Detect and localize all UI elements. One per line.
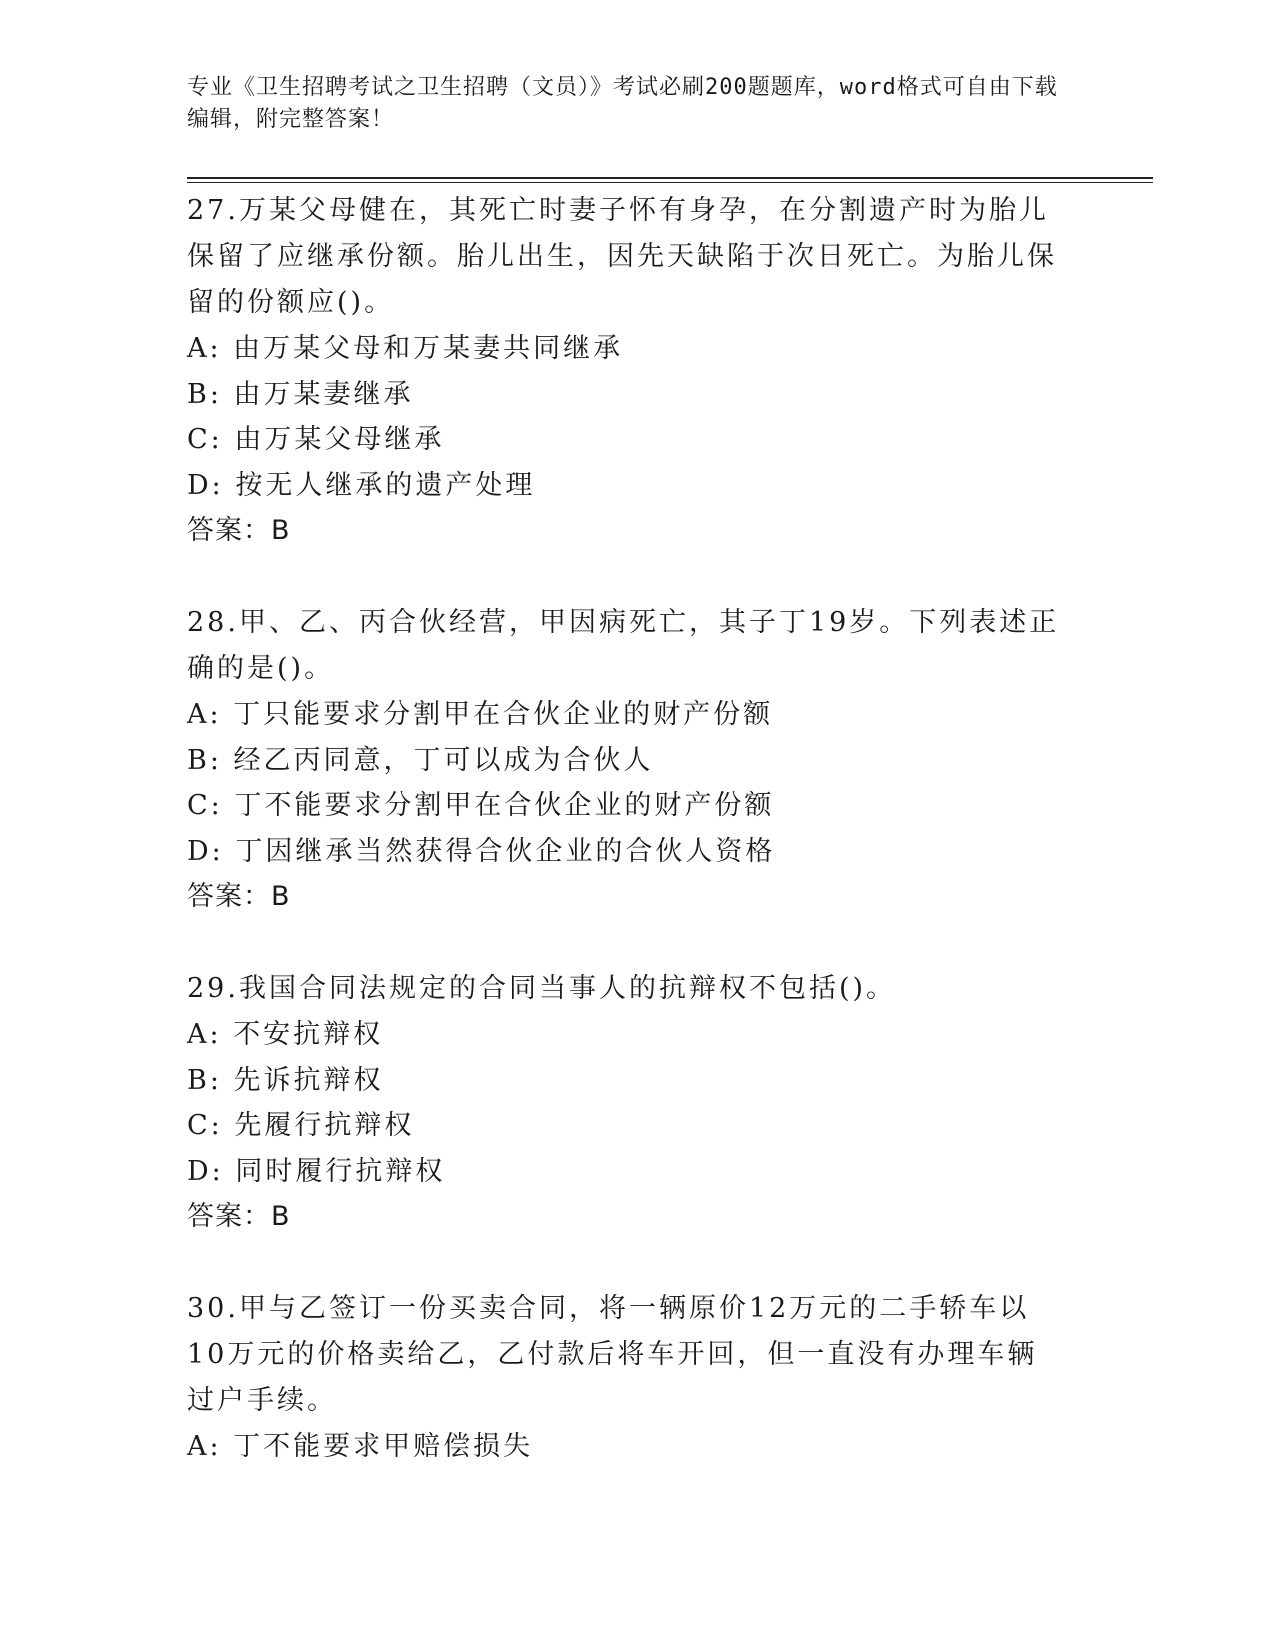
question-spacer (187, 554, 1087, 600)
option-c: C: 先履行抗辩权 (187, 1110, 415, 1141)
option-d: D: 丁因继承当然获得合伙企业的合伙人资格 (187, 835, 776, 867)
option-a: A: 由万某父母和万某妻共同继承 (187, 333, 624, 364)
question-spacer (187, 1240, 1087, 1286)
option-b: B: 先诉抗辩权 (187, 1064, 384, 1096)
header-divider-bottom (187, 182, 1153, 183)
option-a: A: 丁不能要求甲赔偿损失 (187, 1431, 534, 1462)
document-header: 专业《卫生招聘考试之卫生招聘（文员）》考试必刷200题题库，word格式可自由下载编辑，附完整答案！ (187, 75, 1058, 132)
answer-line: 答案：B (187, 881, 291, 912)
question-list (187, 188, 1087, 1470)
answer-line: 答案：B (187, 1201, 291, 1232)
question-stem: 29.我国合同法规定的合同当事人的抗辩权不包括()。 (187, 973, 897, 1004)
option-b: B: 经乙丙同意，丁可以成为合伙人 (187, 744, 654, 776)
header-divider-top (187, 177, 1153, 179)
question-stem: 28.甲、乙、丙合伙经营，甲因病死亡，其子丁19岁。下列表述正确的是()。 (187, 607, 1060, 684)
option-a: A: 不安抗辩权 (187, 1019, 384, 1050)
option-d: D: 同时履行抗辩权 (187, 1155, 446, 1187)
question-stem: 30.甲与乙签订一份买卖合同，将一辆原价12万元的二手轿车以10万元的价格卖给乙，乙付款后将车开回，但一直没有办理车辆过户手续。 (187, 1293, 1038, 1416)
answer-line: 答案：B (187, 515, 291, 546)
option-d: D: 按无人继承的遗产处理 (187, 469, 536, 501)
question-27 (187, 188, 1087, 554)
question-29 (187, 966, 1087, 1240)
option-b: B: 由万某妻继承 (187, 378, 414, 410)
option-c: C: 由万某父母继承 (187, 424, 445, 455)
question-28 (187, 600, 1087, 920)
option-c: C: 丁不能要求分割甲在合伙企业的财产份额 (187, 790, 775, 821)
option-a: A: 丁只能要求分割甲在合伙企业的财产份额 (187, 699, 774, 730)
question-30 (187, 1286, 1087, 1470)
question-spacer (187, 920, 1087, 966)
question-stem: 27.万某父母健在，其死亡时妻子怀有身孕，在分割遗产时为胎儿保留了应继承份额。胎儿出生，因先天缺陷于次日死亡。为胎儿保留的份额应()。 (187, 195, 1057, 318)
